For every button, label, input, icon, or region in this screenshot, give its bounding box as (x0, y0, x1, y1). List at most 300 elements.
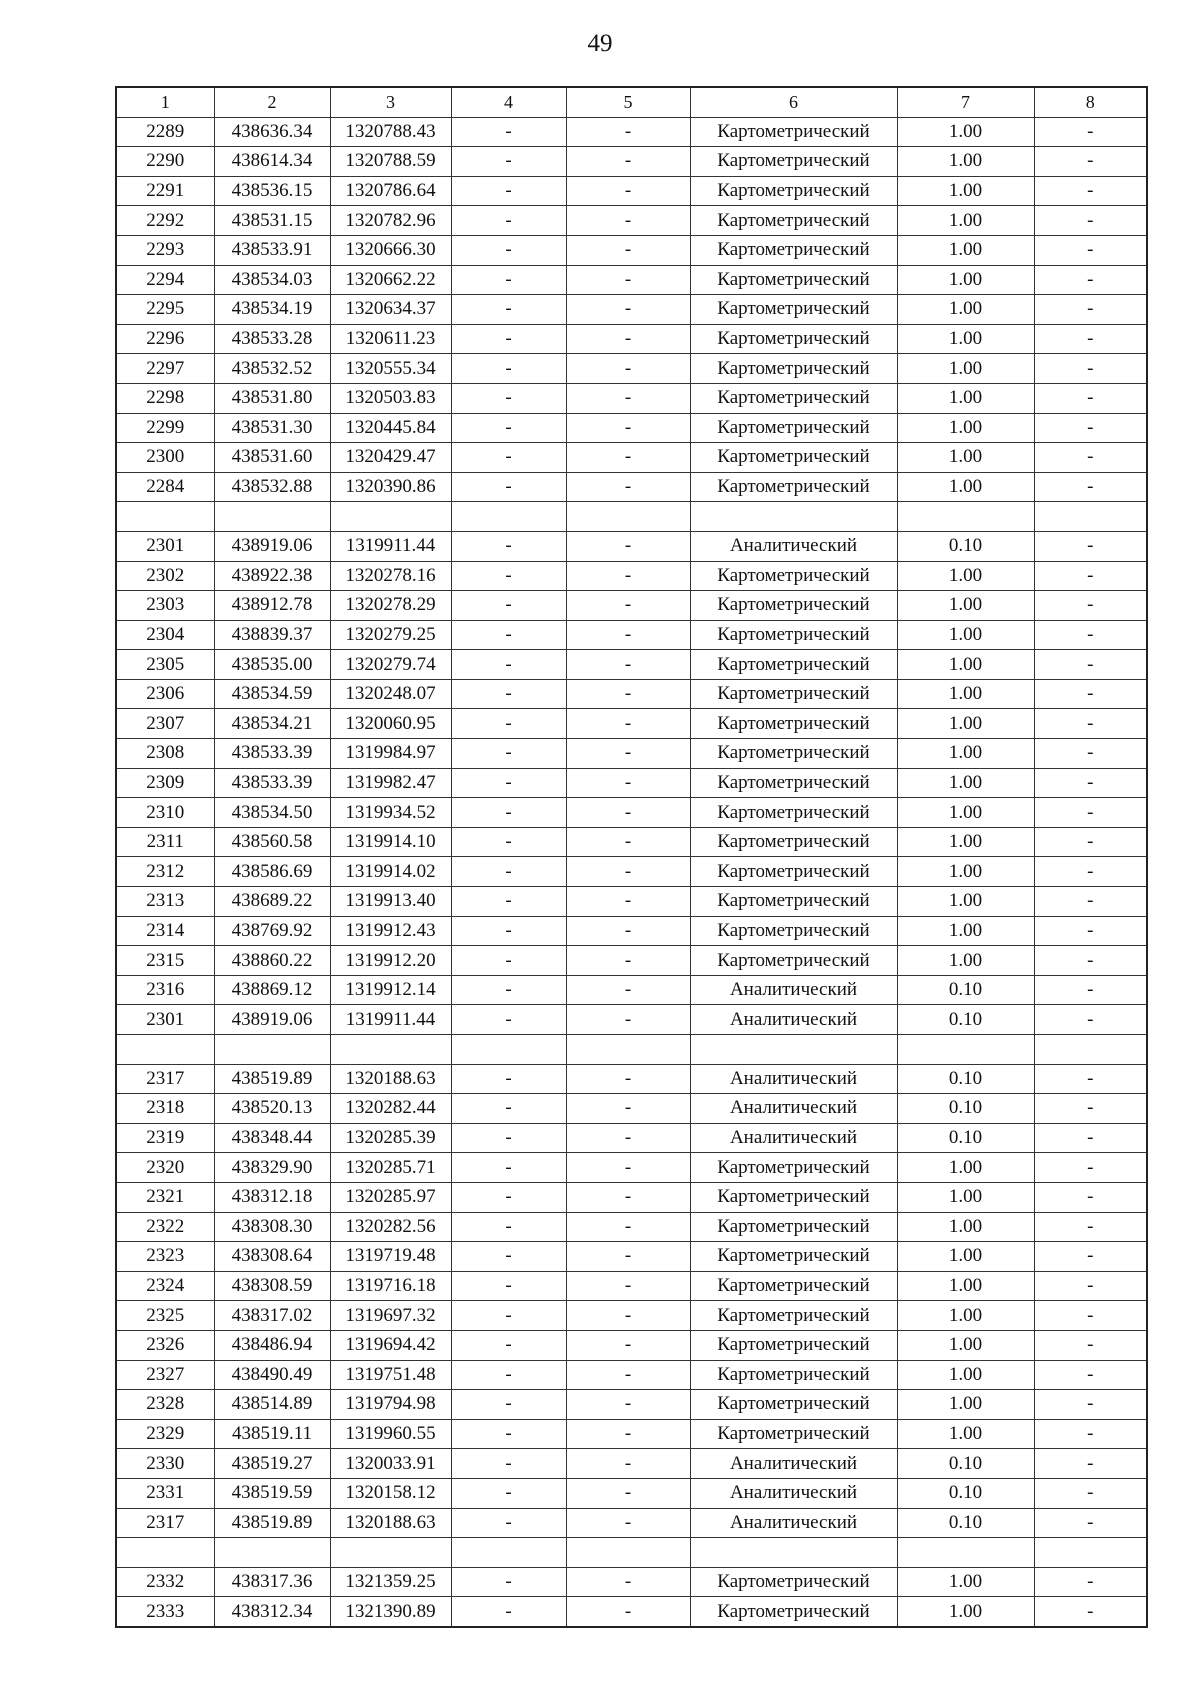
table-cell: Картометрический (690, 620, 897, 650)
table-cell: - (566, 1301, 690, 1331)
table-cell: - (1034, 679, 1147, 709)
table-cell: - (451, 650, 566, 680)
table-cell: 438534.59 (214, 679, 330, 709)
table-cell: 1320285.97 (330, 1182, 451, 1212)
table-cell: - (451, 1005, 566, 1035)
table-cell: - (566, 887, 690, 917)
table-cell: - (566, 1153, 690, 1183)
table-cell: 0.10 (897, 1478, 1034, 1508)
table-cell: 438536.15 (214, 176, 330, 206)
table-cell: Картометрический (690, 768, 897, 798)
column-header: 4 (451, 87, 566, 117)
table-cell: 1.00 (897, 265, 1034, 295)
table-cell: 1320060.95 (330, 709, 451, 739)
table-cell: 438534.21 (214, 709, 330, 739)
table-cell: - (1034, 857, 1147, 887)
table-cell (566, 1538, 690, 1568)
table-cell: - (566, 531, 690, 561)
column-header: 5 (566, 87, 690, 117)
table-cell: 0.10 (897, 1123, 1034, 1153)
table-cell: - (566, 709, 690, 739)
table-cell: - (566, 1094, 690, 1124)
table-cell: 2291 (116, 176, 214, 206)
table-cell: - (1034, 1419, 1147, 1449)
table-cell: 438308.30 (214, 1212, 330, 1242)
table-cell: - (1034, 620, 1147, 650)
table-cell: - (1034, 1094, 1147, 1124)
table-cell: - (566, 1360, 690, 1390)
table-cell: 1.00 (897, 354, 1034, 384)
table-cell: Аналитический (690, 1449, 897, 1479)
table-cell: Картометрический (690, 1360, 897, 1390)
table-cell: 2320 (116, 1153, 214, 1183)
table-cell: 2293 (116, 235, 214, 265)
table-cell: 2311 (116, 827, 214, 857)
table-cell: - (566, 1212, 690, 1242)
table-row (116, 591, 1147, 621)
table-cell: - (1034, 768, 1147, 798)
table-cell: - (566, 354, 690, 384)
table-cell: 0.10 (897, 1449, 1034, 1479)
table-cell: - (451, 472, 566, 502)
table-cell: Картометрический (690, 354, 897, 384)
table-cell: 2317 (116, 1508, 214, 1538)
table-cell: 2294 (116, 265, 214, 295)
table-cell: - (1034, 383, 1147, 413)
table-cell: Аналитический (690, 1005, 897, 1035)
table-cell: 438519.27 (214, 1449, 330, 1479)
table-cell: Картометрический (690, 1301, 897, 1331)
table-row (116, 798, 1147, 828)
table-cell: 1321359.25 (330, 1567, 451, 1597)
table-cell: 2318 (116, 1094, 214, 1124)
table-row (116, 1567, 1147, 1597)
table-cell: - (566, 916, 690, 946)
table-cell: Аналитический (690, 1123, 897, 1153)
table-cell: - (566, 147, 690, 177)
table-cell: Аналитический (690, 1478, 897, 1508)
table-cell: - (1034, 295, 1147, 325)
table-cell: 2299 (116, 413, 214, 443)
table-cell: - (451, 1094, 566, 1124)
table-cell: - (451, 1419, 566, 1449)
table-cell: 1320782.96 (330, 206, 451, 236)
table-cell (897, 502, 1034, 532)
table-cell: - (1034, 1478, 1147, 1508)
table-row (116, 650, 1147, 680)
table-cell: - (451, 1567, 566, 1597)
table-cell: 438486.94 (214, 1330, 330, 1360)
table-cell: Картометрический (690, 650, 897, 680)
table-row (116, 1478, 1147, 1508)
table-cell: 2319 (116, 1123, 214, 1153)
table-cell: 1320282.56 (330, 1212, 451, 1242)
table-cell: 2303 (116, 591, 214, 621)
table-cell: - (451, 946, 566, 976)
table-cell: - (1034, 354, 1147, 384)
table-cell: 2295 (116, 295, 214, 325)
table-row (116, 354, 1147, 384)
table-cell: - (451, 1182, 566, 1212)
table-cell: 1.00 (897, 472, 1034, 502)
table-cell: 1.00 (897, 709, 1034, 739)
table-cell: 1.00 (897, 798, 1034, 828)
table-cell: 1320188.63 (330, 1508, 451, 1538)
table-row (116, 443, 1147, 473)
table-cell: 1.00 (897, 620, 1034, 650)
table-cell: - (566, 265, 690, 295)
table-cell: - (1034, 1271, 1147, 1301)
table-cell: 1.00 (897, 295, 1034, 325)
table-cell: - (566, 443, 690, 473)
table-cell: - (451, 413, 566, 443)
table-cell: 1.00 (897, 1597, 1034, 1627)
table-cell: 1.00 (897, 443, 1034, 473)
table-row (116, 147, 1147, 177)
table-cell: - (451, 1330, 566, 1360)
table-row (116, 1419, 1147, 1449)
table-cell: Картометрический (690, 1567, 897, 1597)
table-cell: - (1034, 265, 1147, 295)
table-cell (690, 1035, 897, 1065)
table-body (116, 117, 1147, 1627)
table-cell: 2307 (116, 709, 214, 739)
table-cell: 2301 (116, 531, 214, 561)
table-row (116, 1449, 1147, 1479)
table-cell (451, 1538, 566, 1568)
table-row (116, 975, 1147, 1005)
table-cell: 1319914.02 (330, 857, 451, 887)
table-cell: 1.00 (897, 176, 1034, 206)
table-cell: Картометрический (690, 1419, 897, 1449)
table-cell: - (451, 1271, 566, 1301)
table-cell: Картометрический (690, 1330, 897, 1360)
table-cell: 1320429.47 (330, 443, 451, 473)
table-cell: 438535.00 (214, 650, 330, 680)
table-cell: 1319911.44 (330, 531, 451, 561)
table-cell: 438919.06 (214, 1005, 330, 1035)
table-cell: 438614.34 (214, 147, 330, 177)
table-cell: - (1034, 531, 1147, 561)
table-cell: - (566, 1271, 690, 1301)
table-cell: Картометрический (690, 946, 897, 976)
table-cell (214, 1035, 330, 1065)
table-cell: 2296 (116, 324, 214, 354)
table-cell: - (1034, 827, 1147, 857)
table-cell: 1.00 (897, 887, 1034, 917)
table-cell: 1.00 (897, 768, 1034, 798)
table-cell: 2317 (116, 1064, 214, 1094)
table-cell (566, 502, 690, 532)
table-cell: 438532.52 (214, 354, 330, 384)
table-cell (1034, 1538, 1147, 1568)
table-cell: 2304 (116, 620, 214, 650)
table-cell: - (566, 679, 690, 709)
table-cell: 2328 (116, 1390, 214, 1420)
table-cell: 1320666.30 (330, 235, 451, 265)
table-cell: - (1034, 206, 1147, 236)
table-cell: - (566, 827, 690, 857)
table-cell: - (1034, 1360, 1147, 1390)
table-cell: Аналитический (690, 1064, 897, 1094)
table-cell (1034, 502, 1147, 532)
table-cell: - (566, 117, 690, 147)
table-cell: Картометрический (690, 324, 897, 354)
table-cell: - (451, 176, 566, 206)
table-cell (451, 502, 566, 532)
table-cell: 438532.88 (214, 472, 330, 502)
table-cell: 438912.78 (214, 591, 330, 621)
table-cell: 1320788.59 (330, 147, 451, 177)
table-cell: - (566, 1330, 690, 1360)
table-cell: 1319697.32 (330, 1301, 451, 1331)
table-cell: 1320248.07 (330, 679, 451, 709)
table-cell: Картометрический (690, 1597, 897, 1627)
table-cell: - (566, 650, 690, 680)
table-cell: 1319751.48 (330, 1360, 451, 1390)
table-cell: 1319984.97 (330, 739, 451, 769)
table-row (116, 561, 1147, 591)
table-cell: 2300 (116, 443, 214, 473)
column-header: 7 (897, 87, 1034, 117)
table-cell: - (1034, 916, 1147, 946)
table-cell: - (566, 1005, 690, 1035)
table-cell: 438308.59 (214, 1271, 330, 1301)
table-cell: 438519.11 (214, 1419, 330, 1449)
table-cell: 1.00 (897, 561, 1034, 591)
table-cell: 2321 (116, 1182, 214, 1212)
table-row (116, 265, 1147, 295)
table-row (116, 383, 1147, 413)
table-cell: - (566, 1508, 690, 1538)
table-row (116, 295, 1147, 325)
table-cell: 1.00 (897, 591, 1034, 621)
table-cell: 1.00 (897, 324, 1034, 354)
table-cell: 438533.91 (214, 235, 330, 265)
table-row (116, 1538, 1147, 1568)
table-cell: Картометрический (690, 117, 897, 147)
table-cell: 1319912.14 (330, 975, 451, 1005)
table-cell: - (566, 1123, 690, 1153)
table-cell: 1.00 (897, 1242, 1034, 1272)
table-cell: 2301 (116, 1005, 214, 1035)
table-row (116, 531, 1147, 561)
column-header: 3 (330, 87, 451, 117)
table-cell: 1319912.43 (330, 916, 451, 946)
table-row (116, 1597, 1147, 1627)
table-cell: - (1034, 561, 1147, 591)
table-cell: - (566, 295, 690, 325)
table-cell: Картометрический (690, 857, 897, 887)
table-cell: - (566, 798, 690, 828)
table-cell: - (1034, 1301, 1147, 1331)
table-cell: 2309 (116, 768, 214, 798)
table-row (116, 472, 1147, 502)
table-cell: - (1034, 324, 1147, 354)
table-cell: - (451, 1212, 566, 1242)
table-row (116, 1005, 1147, 1035)
table-cell: 438560.58 (214, 827, 330, 857)
table-cell: - (1034, 1597, 1147, 1627)
table-cell: - (451, 887, 566, 917)
table-cell: - (566, 561, 690, 591)
table-cell: 1.00 (897, 946, 1034, 976)
table-cell: 2322 (116, 1212, 214, 1242)
table-cell: 438919.06 (214, 531, 330, 561)
table-cell: Картометрический (690, 1153, 897, 1183)
table-cell: Картометрический (690, 709, 897, 739)
table-cell (116, 1538, 214, 1568)
table-cell: 1320611.23 (330, 324, 451, 354)
table-cell: 438860.22 (214, 946, 330, 976)
table-cell (451, 1035, 566, 1065)
table-cell: 1.00 (897, 383, 1034, 413)
table-cell: 438534.19 (214, 295, 330, 325)
table-row (116, 1064, 1147, 1094)
table-cell: 438348.44 (214, 1123, 330, 1153)
table-cell: 1320285.71 (330, 1153, 451, 1183)
table-cell: - (566, 1419, 690, 1449)
table-cell: - (451, 739, 566, 769)
table-cell: - (1034, 946, 1147, 976)
table-cell: - (1034, 591, 1147, 621)
table-cell: 438534.03 (214, 265, 330, 295)
table-cell: 1.00 (897, 857, 1034, 887)
table-cell: 1319719.48 (330, 1242, 451, 1272)
table-cell: 0.10 (897, 1005, 1034, 1035)
table-cell: Картометрический (690, 413, 897, 443)
table-cell: - (1034, 443, 1147, 473)
table-cell: - (451, 1508, 566, 1538)
table-cell: 438308.64 (214, 1242, 330, 1272)
table-row (116, 1330, 1147, 1360)
table-cell: Картометрический (690, 1271, 897, 1301)
table-cell: - (1034, 1330, 1147, 1360)
table-cell: Картометрический (690, 472, 897, 502)
table-cell: - (566, 1567, 690, 1597)
table-cell: 1.00 (897, 147, 1034, 177)
table-cell: - (451, 975, 566, 1005)
table-cell: 2326 (116, 1330, 214, 1360)
table-cell: 438519.89 (214, 1508, 330, 1538)
table-cell: 1319912.20 (330, 946, 451, 976)
table-cell: - (451, 1360, 566, 1390)
table-cell: 438531.60 (214, 443, 330, 473)
table-cell: 1320033.91 (330, 1449, 451, 1479)
column-header: 8 (1034, 87, 1147, 117)
table-cell: - (451, 1064, 566, 1094)
table-cell: 0.10 (897, 1064, 1034, 1094)
table-cell: 2325 (116, 1301, 214, 1331)
table-cell (116, 1035, 214, 1065)
table-row (116, 1390, 1147, 1420)
table-cell: - (566, 1478, 690, 1508)
table-cell: 2308 (116, 739, 214, 769)
table-cell: - (451, 354, 566, 384)
table-cell: 438533.39 (214, 768, 330, 798)
table-cell: Картометрический (690, 916, 897, 946)
table-cell: 2327 (116, 1360, 214, 1390)
table-cell: - (1034, 1390, 1147, 1420)
table-cell: 1.00 (897, 1301, 1034, 1331)
table-cell: 1320158.12 (330, 1478, 451, 1508)
table-cell: 1320285.39 (330, 1123, 451, 1153)
table-cell: 1319794.98 (330, 1390, 451, 1420)
table-cell: 1.00 (897, 1182, 1034, 1212)
table-cell: 1321390.89 (330, 1597, 451, 1627)
table-cell: - (451, 1597, 566, 1627)
table-cell: 0.10 (897, 531, 1034, 561)
table-cell: 1319911.44 (330, 1005, 451, 1035)
table-cell: - (1034, 1508, 1147, 1538)
table-row (116, 176, 1147, 206)
table-cell: 2324 (116, 1271, 214, 1301)
table-cell: 1.00 (897, 117, 1034, 147)
table-cell: 1.00 (897, 413, 1034, 443)
table-cell: - (1034, 798, 1147, 828)
table-cell: - (1034, 1123, 1147, 1153)
table-cell: - (451, 383, 566, 413)
table-row (116, 620, 1147, 650)
table-cell: - (451, 206, 566, 236)
table-cell: 438317.02 (214, 1301, 330, 1331)
table-cell: 1319694.42 (330, 1330, 451, 1360)
table-cell: - (566, 383, 690, 413)
table-row (116, 916, 1147, 946)
table-cell: 438636.34 (214, 117, 330, 147)
table-cell: Картометрический (690, 739, 897, 769)
table-cell: Картометрический (690, 206, 897, 236)
table-cell: - (451, 916, 566, 946)
table-cell: Картометрический (690, 679, 897, 709)
table-cell: - (1034, 176, 1147, 206)
table-row (116, 1153, 1147, 1183)
table-cell: - (1034, 1153, 1147, 1183)
table-cell: 1320503.83 (330, 383, 451, 413)
table-cell: - (1034, 739, 1147, 769)
table-cell: - (451, 1478, 566, 1508)
table-cell: 1319913.40 (330, 887, 451, 917)
table-cell: 1.00 (897, 1212, 1034, 1242)
table-cell: - (1034, 650, 1147, 680)
table-cell: 438586.69 (214, 857, 330, 887)
table-row (116, 768, 1147, 798)
table-cell: - (566, 975, 690, 1005)
table-cell: Картометрический (690, 887, 897, 917)
table-cell (1034, 1035, 1147, 1065)
table-cell: - (451, 798, 566, 828)
table-cell: Картометрический (690, 561, 897, 591)
table-cell: 438531.15 (214, 206, 330, 236)
table-cell: - (451, 295, 566, 325)
table-cell: 1.00 (897, 1360, 1034, 1390)
table-row (116, 887, 1147, 917)
table-cell: - (1034, 1567, 1147, 1597)
table-row (116, 1123, 1147, 1153)
table-row (116, 235, 1147, 265)
table-row (116, 1508, 1147, 1538)
table-cell: Картометрический (690, 1182, 897, 1212)
table-cell (330, 1538, 451, 1568)
table-cell: - (566, 472, 690, 502)
table-cell: 0.10 (897, 975, 1034, 1005)
table-cell: 438490.49 (214, 1360, 330, 1390)
table-cell: 2329 (116, 1419, 214, 1449)
table-cell: 1320390.86 (330, 472, 451, 502)
table-cell: - (451, 1390, 566, 1420)
table-cell: - (451, 827, 566, 857)
table-cell: - (566, 1242, 690, 1272)
